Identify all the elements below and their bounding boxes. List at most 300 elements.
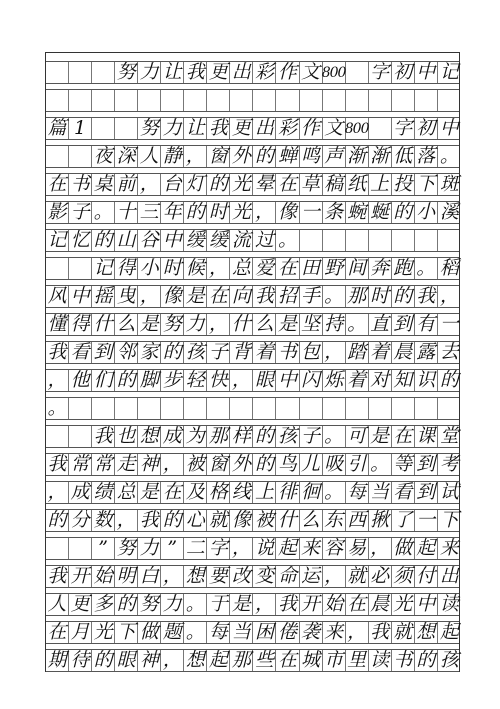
grid-cell <box>46 426 69 447</box>
grid-cell: 更 <box>207 62 230 83</box>
grid-cell: 是 <box>276 314 299 335</box>
grid-cell: ” <box>161 538 184 559</box>
grid-cell: ， <box>230 538 253 559</box>
grid-cell: ， <box>207 314 230 335</box>
grid-cell: 在 <box>46 622 69 643</box>
grid-cell: ， <box>161 650 184 671</box>
grid-cell: 外 <box>230 454 253 475</box>
grid-cell: 出 <box>230 62 253 83</box>
grid-cell: 揪 <box>369 510 392 531</box>
grid-cell: 在 <box>276 258 299 279</box>
grid-cell <box>46 62 69 83</box>
grid-cell: 来 <box>439 537 459 559</box>
grid-cell: 中 <box>415 594 438 615</box>
grid-cell: 窗 <box>207 146 230 167</box>
grid-cell: 当 <box>369 482 392 503</box>
grid-cell: 我 <box>253 286 276 307</box>
grid-cell: 低 <box>392 146 415 167</box>
grid-cell <box>69 426 92 447</box>
grid-cell: 说 <box>253 538 276 559</box>
grid-row <box>46 173 459 196</box>
grid-cell: 的 <box>184 202 207 223</box>
grid-cell: 野 <box>323 258 346 279</box>
grid-row <box>46 369 459 392</box>
grid-cell: ， <box>439 285 459 307</box>
grid-row <box>46 313 459 336</box>
grid-cell: 总 <box>230 258 253 279</box>
grid-cell <box>92 90 115 111</box>
grid-cell: 什 <box>276 510 299 531</box>
grid-cell: 我 <box>369 622 392 643</box>
grid-cell: 作 <box>276 62 299 83</box>
grid-cell <box>300 398 323 419</box>
grid-cell: 我 <box>46 342 69 363</box>
grid-cell: 袭 <box>300 622 323 643</box>
grid-cell: 起 <box>415 538 438 559</box>
grid-cell: 曳 <box>115 286 138 307</box>
grid-cell: 倦 <box>276 622 299 643</box>
grid-cell: 看 <box>392 482 415 503</box>
grid-cell: 堂 <box>439 425 459 447</box>
grid-cell: 被 <box>253 510 276 531</box>
grid-cell: 了 <box>392 510 415 531</box>
grid-cell: 必 <box>369 566 392 587</box>
grid-cell: 我 <box>207 118 230 139</box>
grid-cell: 人 <box>138 146 161 167</box>
grid-cell: 当 <box>230 622 253 643</box>
grid-cell: 夜 <box>92 146 115 167</box>
grid-cell: 记 <box>439 61 459 83</box>
grid-cell <box>161 90 184 111</box>
grid-cell: 山 <box>115 230 138 251</box>
grid-cell: 。 <box>184 594 207 615</box>
grid-cell: 手 <box>300 286 323 307</box>
grid-cell: ， <box>230 370 253 391</box>
grid-cell <box>46 258 69 279</box>
grid-cell: 的 <box>92 230 115 251</box>
grid-cell <box>323 230 346 251</box>
grid-cell: 力 <box>161 118 184 139</box>
grid-cell <box>392 398 415 419</box>
grid-cell: 更 <box>69 594 92 615</box>
grid-cell: 起 <box>276 538 299 559</box>
grid-cell: 渐 <box>346 146 369 167</box>
grid-row <box>46 593 459 616</box>
grid-cell: 变 <box>253 566 276 587</box>
grid-cell: 的 <box>415 650 438 671</box>
grid-cell <box>369 230 392 251</box>
grid-cell: 字 <box>207 538 230 559</box>
grid-cell: 们 <box>92 370 115 391</box>
grid-cell: 努 <box>161 314 184 335</box>
grid-cell: 光 <box>92 622 115 643</box>
grid-cell: 多 <box>92 594 115 615</box>
grid-cell: 田 <box>300 258 323 279</box>
grid-cell: 十 <box>115 202 138 223</box>
grid-cell: 课 <box>415 426 438 447</box>
grid-cell: 考 <box>439 453 459 475</box>
grid-cell: 字 <box>392 118 415 139</box>
grid-cell <box>438 90 461 111</box>
grid-cell: 书 <box>392 650 415 671</box>
grid-cell: 做 <box>138 622 161 643</box>
grid-cell <box>369 118 392 139</box>
grid-cell: 须 <box>392 566 415 587</box>
grid-row <box>46 649 459 672</box>
grid-row <box>46 565 459 588</box>
grid-cell: 可 <box>346 426 369 447</box>
grid-cell: 我 <box>92 426 115 447</box>
grid-cell: ， <box>207 258 230 279</box>
grid-cell: 初 <box>392 62 415 83</box>
grid-cell: 蜿 <box>346 202 369 223</box>
grid-cell: 流 <box>230 230 253 251</box>
grid-cell: 文 <box>300 62 323 83</box>
grid-cell: 容 <box>323 538 346 559</box>
grid-cell: 鸣 <box>300 146 323 167</box>
grid-cell: 努 <box>115 62 138 83</box>
grid-cell <box>438 230 461 251</box>
grid-cell: 孩 <box>439 649 459 671</box>
grid-cell: 常 <box>69 454 92 475</box>
grid-cell: 改 <box>230 566 253 587</box>
grid-cell: 字 <box>369 62 392 83</box>
grid-cell: 那 <box>346 286 369 307</box>
grid-cell: 去 <box>439 341 459 363</box>
grid-cell: 让 <box>184 118 207 139</box>
grid-cell: 常 <box>92 454 115 475</box>
grid-cell: 出 <box>253 118 276 139</box>
grid-row <box>46 425 459 448</box>
grid-row <box>46 397 459 420</box>
grid-cell: 。 <box>276 230 299 251</box>
grid-cell: 眼 <box>253 370 276 391</box>
grid-cell: 静 <box>161 146 184 167</box>
grid-cell: 在 <box>392 426 415 447</box>
grid-cell: 。 <box>346 314 369 335</box>
grid-cell: 光 <box>230 202 253 223</box>
grid-cell <box>161 398 184 419</box>
grid-cell: 的 <box>161 510 184 531</box>
grid-cell: 灯 <box>184 174 207 195</box>
grid-cell: 向 <box>230 286 253 307</box>
grid-cell: 记 <box>92 258 115 279</box>
grid-cell: 时 <box>161 258 184 279</box>
grid-cell: 那 <box>207 426 230 447</box>
grid-cell: 在 <box>207 286 230 307</box>
grid-cell: 孩 <box>184 342 207 363</box>
grid-cell: 付 <box>415 566 438 587</box>
grid-cell <box>46 538 69 559</box>
grid-cell: 忆 <box>69 230 92 251</box>
grid-cell: 。 <box>323 286 346 307</box>
composition-grid-paper <box>45 52 460 672</box>
grid-cell: 快 <box>207 370 230 391</box>
grid-cell: 蜒 <box>369 202 392 223</box>
grid-cell: 文 <box>323 118 346 139</box>
grid-cell: 稿 <box>323 174 346 195</box>
grid-cell: 心 <box>184 510 207 531</box>
grid-cell: 市 <box>323 650 346 671</box>
grid-cell: 下 <box>415 174 438 195</box>
grid-cell <box>46 146 69 167</box>
grid-cell: 孩 <box>276 426 299 447</box>
grid-row <box>46 537 459 560</box>
grid-cell: 为 <box>184 426 207 447</box>
grid-cell: 800 <box>323 62 346 83</box>
grid-cell: 东 <box>323 510 346 531</box>
grid-cell: 台 <box>161 174 184 195</box>
grid-cell <box>346 90 369 111</box>
grid-cell: 直 <box>369 314 392 335</box>
grid-cell: 读 <box>369 650 392 671</box>
grid-cell <box>276 90 299 111</box>
grid-cell: 的 <box>253 454 276 475</box>
grid-cell: ， <box>46 370 69 391</box>
grid-cell: 像 <box>161 286 184 307</box>
grid-row <box>46 341 459 364</box>
grid-cell: 上 <box>369 174 392 195</box>
grid-cell: 中 <box>415 62 438 83</box>
grid-cell: 窗 <box>207 454 230 475</box>
grid-cell: 及 <box>184 482 207 503</box>
grid-cell: 识 <box>415 370 438 391</box>
grid-cell: 样 <box>230 426 253 447</box>
grid-cell: 是 <box>230 594 253 615</box>
grid-cell: 的 <box>392 286 415 307</box>
grid-cell: 到 <box>92 342 115 363</box>
grid-cell: ， <box>346 622 369 643</box>
grid-cell: 就 <box>207 510 230 531</box>
grid-cell: 线 <box>230 482 253 503</box>
grid-cell: 什 <box>230 314 253 335</box>
grid-cell: 小 <box>138 258 161 279</box>
grid-cell: 么 <box>300 510 323 531</box>
grid-cell: 二 <box>184 538 207 559</box>
grid-cell <box>115 398 138 419</box>
grid-cell: 西 <box>346 510 369 531</box>
grid-cell: 坚 <box>300 314 323 335</box>
grid-cell: 出 <box>439 565 459 587</box>
grid-cell: 上 <box>253 482 276 503</box>
grid-cell: 纸 <box>346 174 369 195</box>
grid-row <box>46 117 459 140</box>
grid-cell: 的 <box>46 510 69 531</box>
grid-cell: ， <box>115 510 138 531</box>
grid-cell: 的 <box>207 174 230 195</box>
grid-cell: 鸟 <box>276 454 299 475</box>
grid-cell: 光 <box>392 594 415 615</box>
grid-cell: 我 <box>276 594 299 615</box>
grid-cell <box>253 90 276 111</box>
grid-cell <box>92 62 115 83</box>
grid-cell: 踏 <box>346 342 369 363</box>
grid-cell: 更 <box>230 118 253 139</box>
grid-cell: 。 <box>323 426 346 447</box>
grid-cell: 缓 <box>207 230 230 251</box>
grid-cell: 得 <box>115 258 138 279</box>
grid-cell: 的 <box>253 146 276 167</box>
grid-cell: 彩 <box>276 118 299 139</box>
grid-cell: 徘 <box>276 482 299 503</box>
grid-cell: 力 <box>138 62 161 83</box>
grid-cell: 格 <box>207 482 230 503</box>
grid-cell: 绩 <box>92 482 115 503</box>
grid-cell: 谷 <box>138 230 161 251</box>
grid-cell: 始 <box>323 594 346 615</box>
grid-row <box>46 453 459 476</box>
grid-cell: 神 <box>138 650 161 671</box>
grid-cell: 里 <box>346 650 369 671</box>
grid-cell <box>323 398 346 419</box>
grid-cell <box>69 90 92 111</box>
grid-cell <box>207 90 230 111</box>
grid-cell: 小 <box>415 202 438 223</box>
grid-cell: 在 <box>346 594 369 615</box>
grid-cell: 背 <box>230 342 253 363</box>
grid-cell: ， <box>46 482 69 503</box>
grid-cell <box>346 62 369 83</box>
grid-row <box>46 621 459 644</box>
grid-cell <box>138 398 161 419</box>
grid-cell: 想 <box>184 566 207 587</box>
grid-cell: 下 <box>115 622 138 643</box>
grid-cell: 外 <box>230 146 253 167</box>
grid-cell: 城 <box>300 650 323 671</box>
grid-cell: 命 <box>276 566 299 587</box>
grid-cell: 明 <box>115 566 138 587</box>
grid-cell: 晨 <box>392 342 415 363</box>
grid-cell: 懂 <box>46 314 69 335</box>
grid-cell: 记 <box>46 230 69 251</box>
grid-cell: 渐 <box>369 146 392 167</box>
grid-cell: 光 <box>230 174 253 195</box>
grid-cell: 就 <box>392 622 415 643</box>
grid-cell: 成 <box>161 426 184 447</box>
grid-cell: 走 <box>115 454 138 475</box>
grid-cell: 神 <box>138 454 161 475</box>
grid-cell: 到 <box>415 454 438 475</box>
grid-cell: 。 <box>369 454 392 475</box>
grid-cell: 在 <box>46 174 69 195</box>
grid-cell: ， <box>161 454 184 475</box>
grid-cell: 力 <box>184 314 207 335</box>
grid-cell: 晨 <box>369 594 392 615</box>
grid-cell: 的 <box>115 594 138 615</box>
grid-cell: 的 <box>115 370 138 391</box>
grid-cell: 开 <box>300 594 323 615</box>
grid-cell: 期 <box>46 650 69 671</box>
grid-cell: 中 <box>276 370 299 391</box>
grid-cell: 么 <box>115 314 138 335</box>
grid-cell: 引 <box>346 454 369 475</box>
grid-cell <box>230 90 253 111</box>
grid-cell <box>276 398 299 419</box>
grid-cell: 的 <box>439 369 459 391</box>
grid-cell: 么 <box>253 314 276 335</box>
grid-cell: 中 <box>161 230 184 251</box>
grid-cell: 时 <box>207 202 230 223</box>
grid-cell: 投 <box>392 174 415 195</box>
grid-cell: 稻 <box>439 257 459 279</box>
grid-cell: 每 <box>346 482 369 503</box>
grid-cell: 条 <box>323 202 346 223</box>
grid-cell: 脚 <box>138 370 161 391</box>
grid-row <box>46 145 459 168</box>
grid-cell <box>346 398 369 419</box>
grid-cell: 每 <box>207 622 230 643</box>
grid-cell: 来 <box>300 538 323 559</box>
grid-cell: 草 <box>300 174 323 195</box>
grid-cell <box>115 118 138 139</box>
grid-cell: ， <box>253 594 276 615</box>
grid-cell: 眼 <box>115 650 138 671</box>
grid-cell: 邻 <box>115 342 138 363</box>
grid-cell: 吸 <box>323 454 346 475</box>
grid-cell: 过 <box>253 230 276 251</box>
grid-cell: 蝉 <box>276 146 299 167</box>
grid-cell: 深 <box>115 146 138 167</box>
grid-cell: 徊 <box>300 482 323 503</box>
grid-cell: 家 <box>138 342 161 363</box>
grid-cell: 于 <box>207 594 230 615</box>
grid-cell: 。 <box>92 202 115 223</box>
grid-cell <box>69 398 92 419</box>
grid-cell: 跑 <box>392 258 415 279</box>
grid-cell: 待 <box>69 650 92 671</box>
grid-cell: 知 <box>392 370 415 391</box>
grid-cell: 步 <box>161 370 184 391</box>
grid-cell: 初 <box>415 118 438 139</box>
grid-cell: ， <box>138 174 161 195</box>
grid-cell <box>184 398 207 419</box>
grid-cell: 子 <box>69 202 92 223</box>
grid-cell: ， <box>184 146 207 167</box>
grid-cell: 的 <box>392 202 415 223</box>
grid-cell: 。 <box>415 258 438 279</box>
grid-cell: ， <box>161 566 184 587</box>
grid-cell: 是 <box>184 286 207 307</box>
grid-cell: 闪 <box>300 370 323 391</box>
grid-cell: 开 <box>69 566 92 587</box>
grid-cell: ， <box>369 538 392 559</box>
grid-cell: 题 <box>161 622 184 643</box>
grid-cell <box>92 118 115 139</box>
grid-cell: 看 <box>69 342 92 363</box>
grid-cell <box>415 90 438 111</box>
grid-cell <box>323 90 346 111</box>
grid-cell: 在 <box>276 650 299 671</box>
grid-cell: 持 <box>323 314 346 335</box>
grid-cell: 总 <box>115 482 138 503</box>
grid-cell: 1 <box>69 118 92 139</box>
grid-cell: 包 <box>300 342 323 363</box>
grid-cell: 像 <box>276 202 299 223</box>
grid-cell: 溪 <box>439 201 459 223</box>
grid-cell: 始 <box>92 566 115 587</box>
grid-cell: 在 <box>161 482 184 503</box>
grid-cell: 他 <box>69 370 92 391</box>
grid-cell: ， <box>323 566 346 587</box>
grid-cell: 年 <box>161 202 184 223</box>
grid-cell: 什 <box>92 314 115 335</box>
grid-cell <box>392 90 415 111</box>
grid-cell: 篇 <box>46 118 69 139</box>
grid-cell: ， <box>323 342 346 363</box>
grid-cell: 落 <box>415 146 438 167</box>
grid-cell: 中 <box>439 117 459 139</box>
grid-cell: 我 <box>46 566 69 587</box>
